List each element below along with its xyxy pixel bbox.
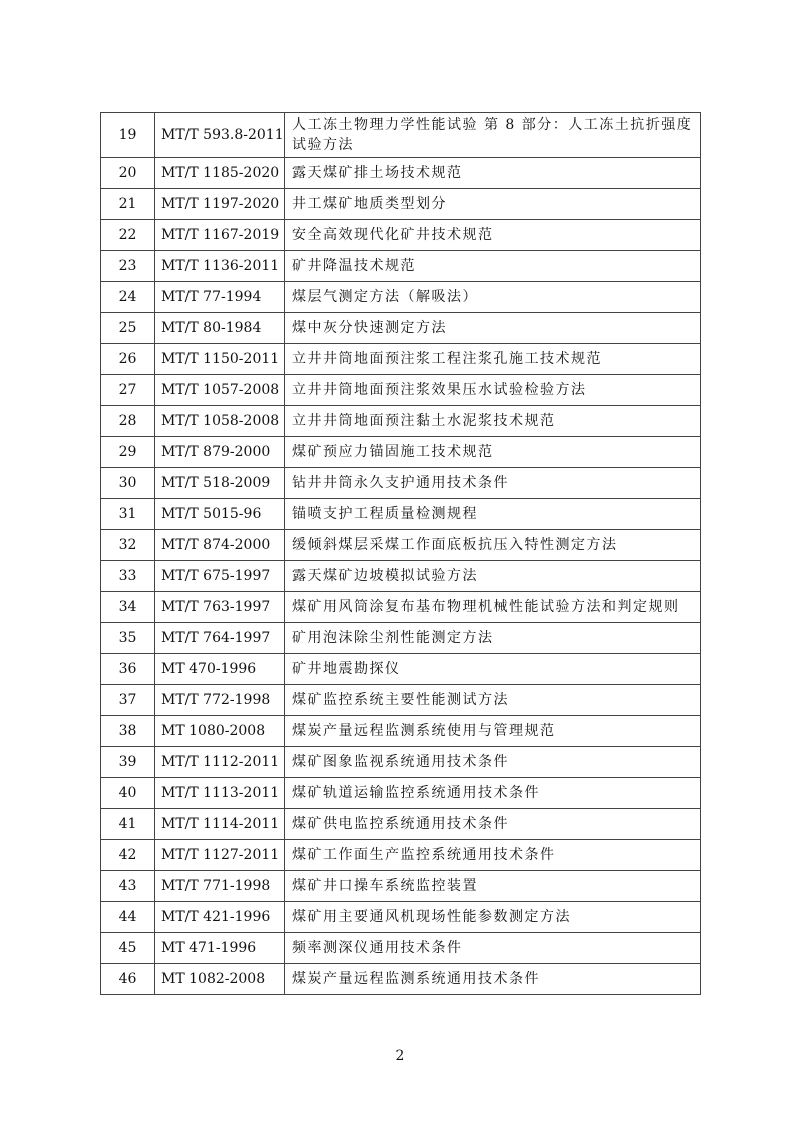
standard-code: MT/T 421-1996 [155,902,285,933]
row-number: 42 [101,840,155,871]
row-number: 26 [101,344,155,375]
row-number: 36 [101,654,155,685]
standards-table-body [101,113,701,995]
standard-code: MT/T 675-1997 [155,561,285,592]
standard-title: 煤炭产量远程监测系统使用与管理规范 [285,716,701,747]
table-row [101,623,701,654]
standard-code: MT/T 1185-2020 [155,158,285,189]
standard-title: 煤炭产量远程监测系统通用技术条件 [285,964,701,995]
table-row [101,840,701,871]
row-number: 34 [101,592,155,623]
standard-title: 煤矿井口操车系统监控装置 [285,871,701,902]
row-number: 19 [101,113,155,158]
standard-code: MT/T 772-1998 [155,685,285,716]
standard-code: MT/T 763-1997 [155,592,285,623]
standard-code: MT/T 5015-96 [155,499,285,530]
row-number: 23 [101,251,155,282]
table-row [101,313,701,344]
standard-code: MT/T 80-1984 [155,313,285,344]
table-row [101,437,701,468]
table-row [101,561,701,592]
table-row [101,158,701,189]
table-row [101,933,701,964]
standard-code: MT/T 77-1994 [155,282,285,313]
table-row [101,871,701,902]
table-row [101,716,701,747]
table-row [101,499,701,530]
standard-code: MT/T 874-2000 [155,530,285,561]
page-number: 2 [395,1048,405,1064]
table-row [101,654,701,685]
row-number: 27 [101,375,155,406]
standard-code: MT/T 1112-2011 [155,747,285,778]
row-number: 37 [101,685,155,716]
row-number: 45 [101,933,155,964]
standard-title: 矿井降温技术规范 [285,251,701,282]
standard-code: MT/T 1057-2008 [155,375,285,406]
standard-code: MT/T 1127-2011 [155,840,285,871]
standard-code: MT 471-1996 [155,933,285,964]
standard-title: 锚喷支护工程质量检测规程 [285,499,701,530]
table-row [101,809,701,840]
standard-title: 缓倾斜煤层采煤工作面底板抗压入特性测定方法 [285,530,701,561]
table-row [101,685,701,716]
standard-title: 井工煤矿地质类型划分 [285,189,701,220]
table-row [101,530,701,561]
standard-code: MT/T 1150-2011 [155,344,285,375]
table-row [101,747,701,778]
standard-title: 钻井井筒永久支护通用技术条件 [285,468,701,499]
standard-code: MT 1080-2008 [155,716,285,747]
standard-title: 频率测深仪通用技术条件 [285,933,701,964]
row-number: 31 [101,499,155,530]
row-number: 38 [101,716,155,747]
table-row [101,964,701,995]
row-number: 46 [101,964,155,995]
standard-code: MT 1082-2008 [155,964,285,995]
row-number: 28 [101,406,155,437]
row-number: 30 [101,468,155,499]
standard-title: 煤矿用主要通风机现场性能参数测定方法 [285,902,701,933]
row-number: 39 [101,747,155,778]
standard-title: 煤中灰分快速测定方法 [285,313,701,344]
standard-code: MT/T 1058-2008 [155,406,285,437]
row-number: 24 [101,282,155,313]
standard-code: MT/T 1114-2011 [155,809,285,840]
row-number: 20 [101,158,155,189]
standard-code: MT/T 879-2000 [155,437,285,468]
row-number: 43 [101,871,155,902]
standard-title: 矿用泡沫除尘剂性能测定方法 [285,623,701,654]
table-row [101,592,701,623]
standard-title: 煤矿工作面生产监控系统通用技术条件 [285,840,701,871]
standard-code: MT/T 1136-2011 [155,251,285,282]
row-number: 40 [101,778,155,809]
standard-title: 煤矿预应力锚固施工技术规范 [285,437,701,468]
standard-title: 矿井地震勘探仪 [285,654,701,685]
standard-code: MT/T 1113-2011 [155,778,285,809]
table-row [101,251,701,282]
standard-code: MT/T 593.8-2011 [155,113,285,158]
table-row [101,282,701,313]
standard-title: 煤矿供电监控系统通用技术条件 [285,809,701,840]
standard-code: MT/T 771-1998 [155,871,285,902]
standard-title: 煤矿监控系统主要性能测试方法 [285,685,701,716]
standard-code: MT/T 1167-2019 [155,220,285,251]
standard-code: MT/T 518-2009 [155,468,285,499]
table-row [101,344,701,375]
table-row [101,778,701,809]
table-row [101,375,701,406]
row-number: 35 [101,623,155,654]
table-row [101,113,701,158]
standard-title: 人工冻土物理力学性能试验 第 8 部分：人工冻土抗折强度试验方法 [285,113,701,158]
row-number: 29 [101,437,155,468]
standard-code: MT 470-1996 [155,654,285,685]
standards-table [100,112,701,995]
row-number: 22 [101,220,155,251]
row-number: 21 [101,189,155,220]
row-number: 44 [101,902,155,933]
row-number: 41 [101,809,155,840]
standard-title: 立井井筒地面预注浆工程注浆孔施工技术规范 [285,344,701,375]
standard-title: 煤矿图象监视系统通用技术条件 [285,747,701,778]
standard-title: 露天煤矿边坡模拟试验方法 [285,561,701,592]
table-row [101,468,701,499]
row-number: 25 [101,313,155,344]
table-row [101,406,701,437]
standard-code: MT/T 1197-2020 [155,189,285,220]
row-number: 32 [101,530,155,561]
standard-code: MT/T 764-1997 [155,623,285,654]
table-row [101,220,701,251]
row-number: 33 [101,561,155,592]
standard-title: 煤层气测定方法（解吸法） [285,282,701,313]
standard-title: 露天煤矿排土场技术规范 [285,158,701,189]
standard-title: 安全高效现代化矿井技术规范 [285,220,701,251]
standard-title: 煤矿用风筒涂复布基布物理机械性能试验方法和判定规则 [285,592,701,623]
standard-title: 煤矿轨道运输监控系统通用技术条件 [285,778,701,809]
table-row [101,189,701,220]
standard-title: 立井井筒地面预注黏土水泥浆技术规范 [285,406,701,437]
table-row [101,902,701,933]
standard-title: 立井井筒地面预注浆效果压水试验检验方法 [285,375,701,406]
